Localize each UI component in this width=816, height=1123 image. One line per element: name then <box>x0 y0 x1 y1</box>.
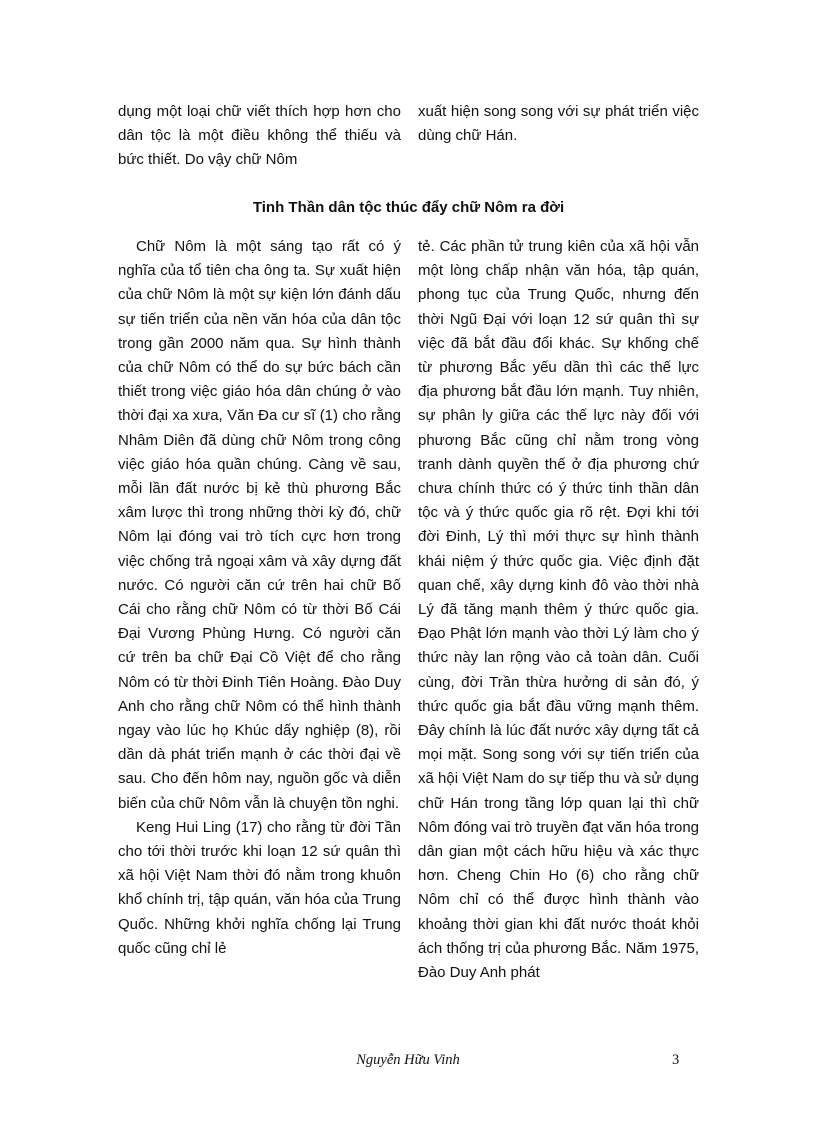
footer-author: Nguyễn Hữu Vinh <box>356 1052 460 1068</box>
top-left-column <box>118 100 401 173</box>
main-left-paragraph-1: Chữ Nôm là một sáng tạo rất có ý nghĩa của tổ tiên cha ông ta. Sự xuất hiện của chữ Nôm là một sự kiện lớn đánh dấu sự tiến triển của nền văn hóa của dân tộc trong gần 2000 năm qua. Sự hình thành của chữ Nôm có thể do sự bức bách cần thiết trong việc giáo hóa dân chúng ở vào thời đại xa xưa, Văn Đa cư sĩ (1) cho rằng Nhâm Diên đã dùng chữ Nôm trong công việc giáo hóa quần chúng. Càng về sau, mỗi lần đất nước bị kẻ thù phương Bắc xâm lược thì trong những thời kỳ đó, chữ Nôm lại đóng vai trò tích cực hơn trong việc chống trả ngoại xâm và xây dựng đất nước. Có người căn cứ trên hai chữ Bố Cái cho rằng chữ Nôm có từ thời Bố Cái Đại Vương Phùng Hưng. Có người căn cứ trên ba chữ Đại Cồ Việt để cho rằng Nôm có từ thời Đinh Tiên Hoàng. Đào Duy Anh cho rằng chữ Nôm có thể hình thành ngay vào lúc họ Khúc dấy nghiệp (8), rồi dần dà phát triển mạnh ở các thời đại về sau. Cho đến hôm nay, nguồn gốc và diễn biến của chữ Nôm vẫn là chuyện tồn nghi. <box>118 238 401 812</box>
top-right-column <box>418 100 699 148</box>
section-heading: Tinh Thần dân tộc thúc đẩy chữ Nôm ra đời <box>252 199 565 216</box>
main-right-paragraph: tẻ. Các phần tử trung kiên của xã hội vẫn một lòng chấp nhận văn hóa, tập quán, phong tục của Trung Quốc, nhưng đến thời Ngũ Đại với loạn 12 sứ quân thì sự việc đã bắt đầu đổi khác. Sự khống chế từ phương Bắc yếu dần thì các thế lực địa phương bắt đầu lớn mạnh. Tuy nhiên, sự phân ly giữa các thế lực này đối với phương Bắc cũng chỉ nằm trong vòng tranh dành quyền thế ở địa phương chứ chưa chính thức có ý thức tinh thần dân tộc và ý thức quốc gia rõ rệt. Đợi khi tới đời Đinh, Lý thì mới thực sự hình thành khái niệm ý thức quốc gia. Việc định đặt quan chế, xây dựng kinh đô vào thời nhà Lý đã tăng mạnh thêm ý thức quốc gia. Đạo Phật lớn mạnh vào thời Lý làm cho ý thức này lan rộng vào cả toàn dân. Cuối cùng, đời Trần thừa hưởng di sản đó, ý thức quốc gia bắt đầu vững mạnh thêm. Đây chính là lúc đất nước xây dựng tất cả mọi mặt. Song song với sự tiến triển của xã hội Việt Nam do sự tiếp thu và sử dụng chữ Hán trong tầng lớp quan lại thì chữ Nôm đóng vai trò truyền đạt văn hóa trong dân gian một cách hữu hiệu và xác thực hơn. Cheng Chin Ho (6) cho rằng chữ Nôm chỉ có thể được hình thành vào khoảng thời gian khi đất nước thoát khỏi ách thống trị của phương Bắc. Năm 1975, Đào Duy Anh phát <box>418 238 700 982</box>
page-number: 3 <box>672 1052 680 1068</box>
top-right-paragraph: xuất hiện song song với sự phát triển việc dùng chữ Hán. <box>418 103 699 145</box>
main-right-column <box>418 235 699 985</box>
top-left-paragraph: dụng một loại chữ viết thích hợp hơn cho dân tộc là một điều không thể thiếu và bức thiết. Do vậy chữ Nôm <box>118 103 401 169</box>
main-left-column <box>118 235 401 961</box>
main-left-paragraph-2: Keng Hui Ling (17) cho rằng từ đời Tần cho tới thời trước khi loạn 12 sứ quân thì xã hội Việt Nam thời đó nằm trong khuôn khổ chính trị, tập quán, văn hóa của Trung Quốc. Những khởi nghĩa chống lại Trung quốc cũng chỉ lẻ <box>118 818 401 957</box>
